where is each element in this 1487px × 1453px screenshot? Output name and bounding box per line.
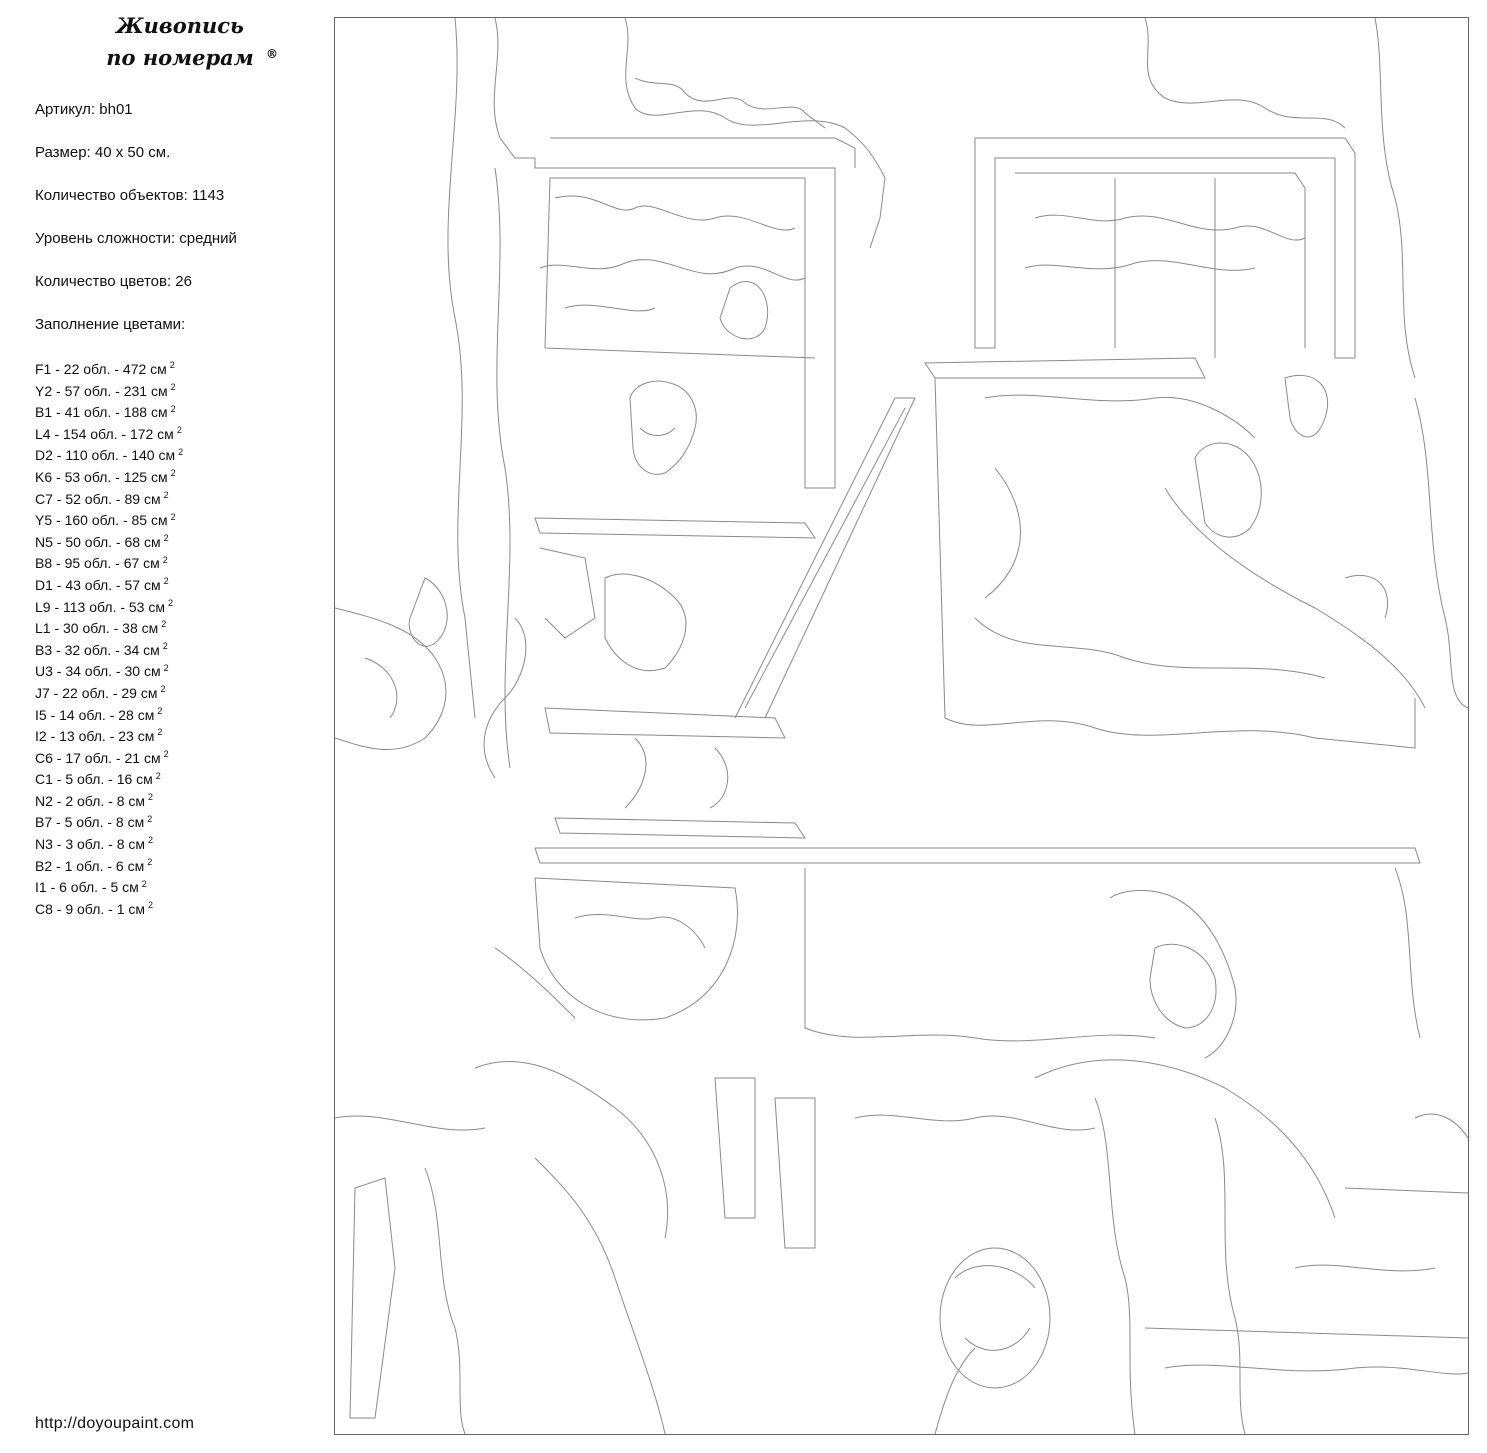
- outline-shape: [555, 196, 795, 230]
- square-unit-mark: 2: [163, 576, 169, 587]
- outline-shape: [965, 1328, 1030, 1350]
- square-unit-mark: 2: [160, 684, 166, 695]
- color-fill-text: U3 - 34 обл. - 30 см: [35, 663, 161, 680]
- square-unit-mark: 2: [148, 835, 154, 846]
- brand-logo: [60, 10, 300, 74]
- color-fill-text: N3 - 3 обл. - 8 см: [35, 836, 145, 853]
- website-url: http://doyoupaint.com: [35, 1415, 195, 1432]
- outline-shape: [625, 18, 885, 248]
- outline-shape: [545, 708, 785, 738]
- color-fill-item: [35, 769, 183, 791]
- square-unit-mark: 2: [162, 641, 168, 652]
- outline-shape: [475, 1062, 668, 1238]
- outline-shape: [1415, 398, 1468, 708]
- color-fill-text: N5 - 50 обл. - 68 см: [35, 533, 161, 550]
- coloring-canvas: [334, 17, 1469, 1435]
- color-fill-text: B7 - 5 обл. - 8 см: [35, 814, 145, 831]
- color-fill-text: I1 - 6 обл. - 5 см: [35, 879, 139, 896]
- color-fill-text: B1 - 41 обл. - 188 см: [35, 404, 168, 421]
- color-fill-item: [35, 467, 183, 489]
- brand-line-2: по номерам: [106, 45, 254, 70]
- outline-shape: [335, 1116, 485, 1130]
- square-unit-mark: 2: [169, 360, 175, 371]
- outline-shape: [1295, 1265, 1435, 1271]
- square-unit-mark: 2: [163, 489, 169, 500]
- outline-shape: [935, 1348, 975, 1434]
- outline-shape: [935, 378, 1415, 748]
- color-fill-text: D2 - 110 обл. - 140 см: [35, 447, 176, 464]
- outline-shape: [605, 574, 686, 671]
- color-fill-text: Y2 - 57 обл. - 231 см: [35, 382, 168, 399]
- outline-shape: [365, 658, 397, 718]
- outline-drawing: [335, 18, 1468, 1434]
- square-unit-mark: 2: [147, 813, 153, 824]
- brand-line-1: Живопись: [116, 13, 244, 38]
- square-unit-mark: 2: [155, 770, 161, 781]
- color-fill-text: J7 - 22 обл. - 29 см: [35, 684, 158, 701]
- color-fill-text: L9 - 113 обл. - 53 см: [35, 598, 165, 615]
- color-fill-item: [35, 510, 183, 532]
- color-fill-item: [35, 661, 183, 683]
- outline-shape: [1215, 1118, 1245, 1434]
- outline-shape: [940, 1248, 1050, 1388]
- outline-shape: [1395, 868, 1420, 1038]
- outline-shape: [540, 260, 805, 281]
- outline-shape: [975, 138, 1355, 358]
- outline-shape: [1035, 1060, 1335, 1218]
- color-fill-text: B8 - 95 обл. - 67 см: [35, 555, 160, 572]
- outline-shape: [1285, 375, 1328, 437]
- color-fill-text: C8 - 9 обл. - 1 см: [35, 900, 145, 917]
- outline-shape: [1165, 488, 1425, 708]
- outline-shape: [855, 1115, 1095, 1130]
- color-fill-item: [35, 424, 183, 446]
- outline-shape: [775, 1098, 815, 1248]
- outline-shape: [555, 818, 805, 838]
- square-unit-mark: 2: [162, 554, 168, 565]
- color-fill-text: C6 - 17 обл. - 21 см: [35, 749, 161, 766]
- outline-shape: [1375, 18, 1415, 378]
- color-fill-item: [35, 748, 183, 770]
- canvas-size: Размер: 40 х 50 см.: [35, 144, 171, 161]
- outline-shape: [495, 948, 575, 1018]
- square-unit-mark: 2: [178, 446, 184, 457]
- square-unit-mark: 2: [168, 597, 174, 608]
- color-fill-item: [35, 445, 183, 467]
- fill-heading: Заполнение цветами:: [35, 316, 186, 333]
- outline-shape: [535, 518, 815, 538]
- color-fill-item: [35, 812, 183, 834]
- outline-shape: [1035, 215, 1305, 240]
- color-fill-item: [35, 489, 183, 511]
- outline-shape: [550, 138, 855, 168]
- outline-shape: [1145, 18, 1345, 128]
- color-fill-text: C1 - 5 обл. - 16 см: [35, 771, 153, 788]
- color-fill-item: [35, 877, 183, 899]
- outline-shape: [350, 1178, 395, 1418]
- outline-shape: [715, 1078, 755, 1218]
- outline-shape: [1150, 944, 1216, 1028]
- outline-shape: [1095, 1098, 1135, 1434]
- color-fill-item: [35, 575, 183, 597]
- registered-mark: ®: [266, 47, 278, 61]
- outline-shape: [535, 848, 1420, 863]
- outline-shape: [425, 1168, 465, 1434]
- color-fill-item: [35, 791, 183, 813]
- color-fill-text: Y5 - 160 обл. - 85 см: [35, 512, 168, 529]
- outline-shape: [1195, 443, 1261, 537]
- color-fill-item: [35, 834, 183, 856]
- outline-shape: [630, 381, 696, 474]
- color-fill-text: F1 - 22 обл. - 472 см: [35, 361, 167, 377]
- product-info: [35, 100, 237, 358]
- difficulty-level: Уровень сложности: средний: [35, 230, 237, 247]
- square-unit-mark: 2: [163, 533, 169, 544]
- outline-shape: [494, 18, 835, 488]
- outline-shape: [484, 618, 526, 778]
- square-unit-mark: 2: [148, 900, 154, 911]
- color-fill-item: [35, 359, 183, 381]
- object-count: Количество объектов: 1143: [35, 187, 225, 204]
- outline-shape: [625, 738, 646, 808]
- outline-shape: [1345, 575, 1388, 618]
- color-count: Количество цветов: 26: [35, 273, 192, 290]
- outline-shape: [1165, 1365, 1468, 1374]
- outline-shape: [1345, 1188, 1468, 1193]
- outline-shape: [985, 468, 1020, 598]
- outline-shape: [1025, 261, 1255, 271]
- outline-shape: [335, 608, 446, 750]
- outline-shape: [640, 428, 675, 436]
- color-fill-text: B2 - 1 обл. - 6 см: [35, 857, 145, 874]
- color-fill-text: K6 - 53 обл. - 125 см: [35, 468, 168, 485]
- outline-shape: [805, 868, 1155, 1041]
- color-fill-item: [35, 640, 183, 662]
- outline-shape: [925, 358, 1205, 378]
- color-fill-text: I2 - 13 обл. - 23 см: [35, 728, 155, 745]
- outline-shape: [495, 168, 510, 768]
- color-fill-text: L1 - 30 обл. - 38 см: [35, 620, 159, 637]
- color-fill-item: [35, 402, 183, 424]
- square-unit-mark: 2: [170, 511, 176, 522]
- color-fill-text: D1 - 43 обл. - 57 см: [35, 576, 161, 593]
- outline-shape: [710, 748, 728, 808]
- square-unit-mark: 2: [170, 381, 176, 392]
- square-unit-mark: 2: [147, 857, 153, 867]
- color-fill-item: [35, 597, 183, 619]
- square-unit-mark: 2: [141, 878, 147, 889]
- square-unit-mark: 2: [163, 749, 169, 760]
- outline-shape: [448, 18, 475, 718]
- color-fill-text: I5 - 14 обл. - 28 см: [35, 706, 155, 723]
- outline-shape: [535, 1158, 665, 1434]
- square-unit-mark: 2: [157, 727, 163, 738]
- square-unit-mark: 2: [176, 425, 182, 436]
- outline-shape: [1145, 1328, 1468, 1338]
- outline-shape: [409, 578, 447, 646]
- color-fill-text: B3 - 32 обл. - 34 см: [35, 641, 160, 658]
- color-fill-text: N2 - 2 обл. - 8 см: [35, 792, 145, 809]
- color-fill-item: [35, 705, 183, 727]
- color-fill-item: [35, 683, 183, 705]
- outline-shape: [1415, 1114, 1468, 1138]
- color-fill-item: [35, 553, 183, 575]
- color-fill-item: [35, 899, 183, 921]
- outline-shape: [565, 305, 655, 311]
- square-unit-mark: 2: [157, 705, 163, 716]
- article-code: Артикул: bh01: [35, 101, 133, 118]
- outline-shape: [985, 395, 1255, 438]
- color-fill-item: [35, 856, 183, 878]
- square-unit-mark: 2: [170, 403, 176, 414]
- square-unit-mark: 2: [148, 792, 154, 803]
- color-fill-text: L4 - 154 обл. - 172 см: [35, 425, 174, 442]
- color-fill-item: [35, 618, 183, 640]
- square-unit-mark: 2: [163, 662, 169, 673]
- color-fill-item: [35, 726, 183, 748]
- outline-shape: [540, 548, 595, 638]
- outline-shape: [1110, 891, 1236, 1059]
- outline-shape: [975, 618, 1325, 678]
- outline-shape: [745, 408, 905, 708]
- square-unit-mark: 2: [161, 619, 167, 630]
- outline-shape: [535, 878, 737, 1020]
- color-fill-item: [35, 381, 183, 403]
- color-fill-item: [35, 532, 183, 554]
- color-fill-list: [35, 359, 183, 920]
- outline-shape: [720, 282, 768, 339]
- square-unit-mark: 2: [170, 468, 176, 479]
- color-fill-text: C7 - 52 обл. - 89 см: [35, 490, 161, 507]
- outline-shape: [955, 1266, 1035, 1288]
- outline-shape: [575, 914, 705, 948]
